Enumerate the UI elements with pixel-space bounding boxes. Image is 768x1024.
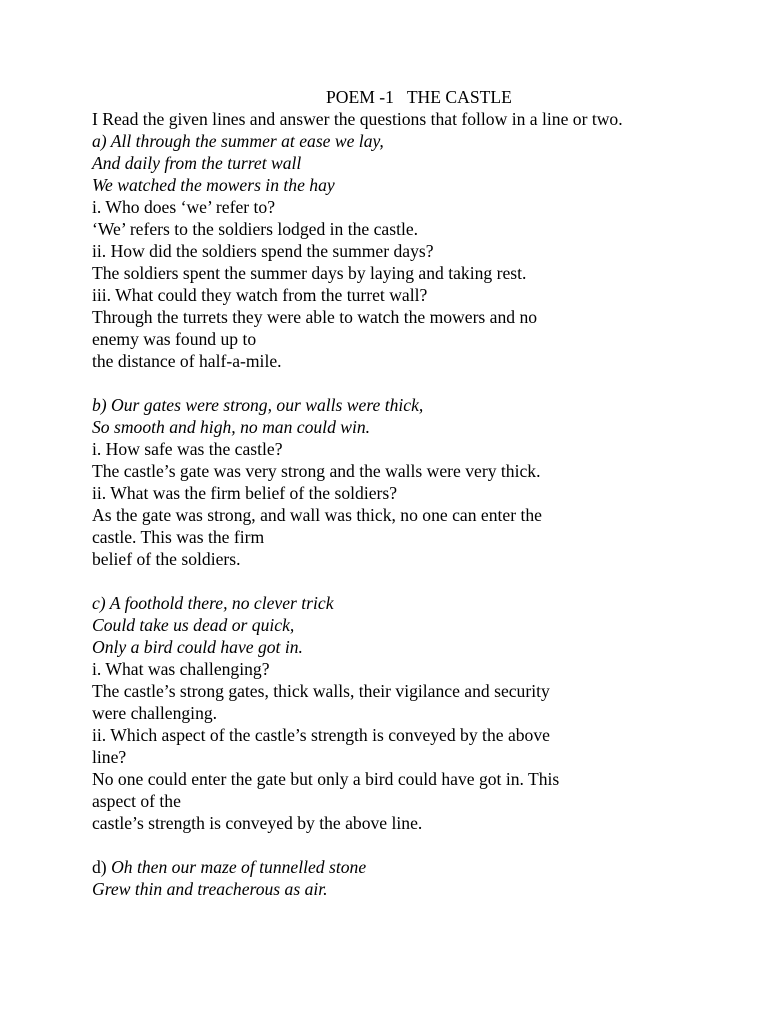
answer: aspect of the (92, 791, 181, 811)
section-gap (92, 372, 692, 394)
question: iii. What could they watch from the turret wall? (92, 285, 428, 305)
stanza-line: c) A foothold there, no clever trick (92, 593, 334, 613)
instruction-text: I Read the given lines and answer the questions that follow in a line or two. (92, 109, 623, 129)
stanza-line: Only a bird could have got in. (92, 637, 303, 657)
stanza-line: And daily from the turret wall (92, 153, 302, 173)
section-gap (92, 834, 692, 856)
question: i. What was challenging? (92, 659, 270, 679)
stanza-line: So smooth and high, no man could win. (92, 417, 371, 437)
answer: enemy was found up to (92, 329, 257, 349)
question: ii. How did the soldiers spend the summer days? (92, 241, 434, 261)
stanza-line-d (92, 856, 692, 878)
answer: belief of the soldiers. (92, 549, 241, 569)
question: i. Who does ‘we’ refer to? (92, 197, 276, 217)
answer: The castle’s strong gates, thick walls, their vigilance and security (92, 681, 550, 701)
answer: the distance of half-a-mile. (92, 351, 282, 371)
stanza-text: Oh then our maze of tunnelled stone (111, 857, 367, 877)
answer: were challenging. (92, 703, 218, 723)
question: i. How safe was the castle? (92, 439, 283, 459)
stanza-line: a) All through the summer at ease we lay, (92, 131, 384, 151)
page-title: POEM -1 THE CASTLE (326, 87, 512, 107)
question: ii. Which aspect of the castle’s strength is conveyed by the above (92, 725, 550, 745)
answer: ‘We’ refers to the soldiers lodged in the castle. (92, 219, 419, 239)
answer: castle. This was the firm (92, 527, 265, 547)
stanza-line: We watched the mowers in the hay (92, 175, 335, 195)
section-a (92, 130, 692, 372)
question: ii. What was the firm belief of the soldiers? (92, 483, 398, 503)
question-continued: line? (92, 747, 127, 767)
answer: Through the turrets they were able to watch the mowers and no (92, 307, 538, 327)
section-b (92, 394, 692, 570)
section-gap (92, 570, 692, 592)
stanza-line: Could take us dead or quick, (92, 615, 295, 635)
stanza-prefix: d) (92, 857, 112, 877)
stanza-line: Grew thin and treacherous as air. (92, 879, 328, 899)
answer: The castle’s gate was very strong and the walls were very thick. (92, 461, 541, 481)
document-page (92, 86, 692, 900)
section-c (92, 592, 692, 834)
answer: No one could enter the gate but only a bird could have got in. This (92, 769, 560, 789)
answer: As the gate was strong, and wall was thick, no one can enter the (92, 505, 542, 525)
stanza-line: b) Our gates were strong, our walls were thick, (92, 395, 424, 415)
answer: castle’s strength is conveyed by the above line. (92, 813, 423, 833)
answer: The soldiers spent the summer days by laying and taking rest. (92, 263, 527, 283)
section-d (92, 856, 692, 900)
